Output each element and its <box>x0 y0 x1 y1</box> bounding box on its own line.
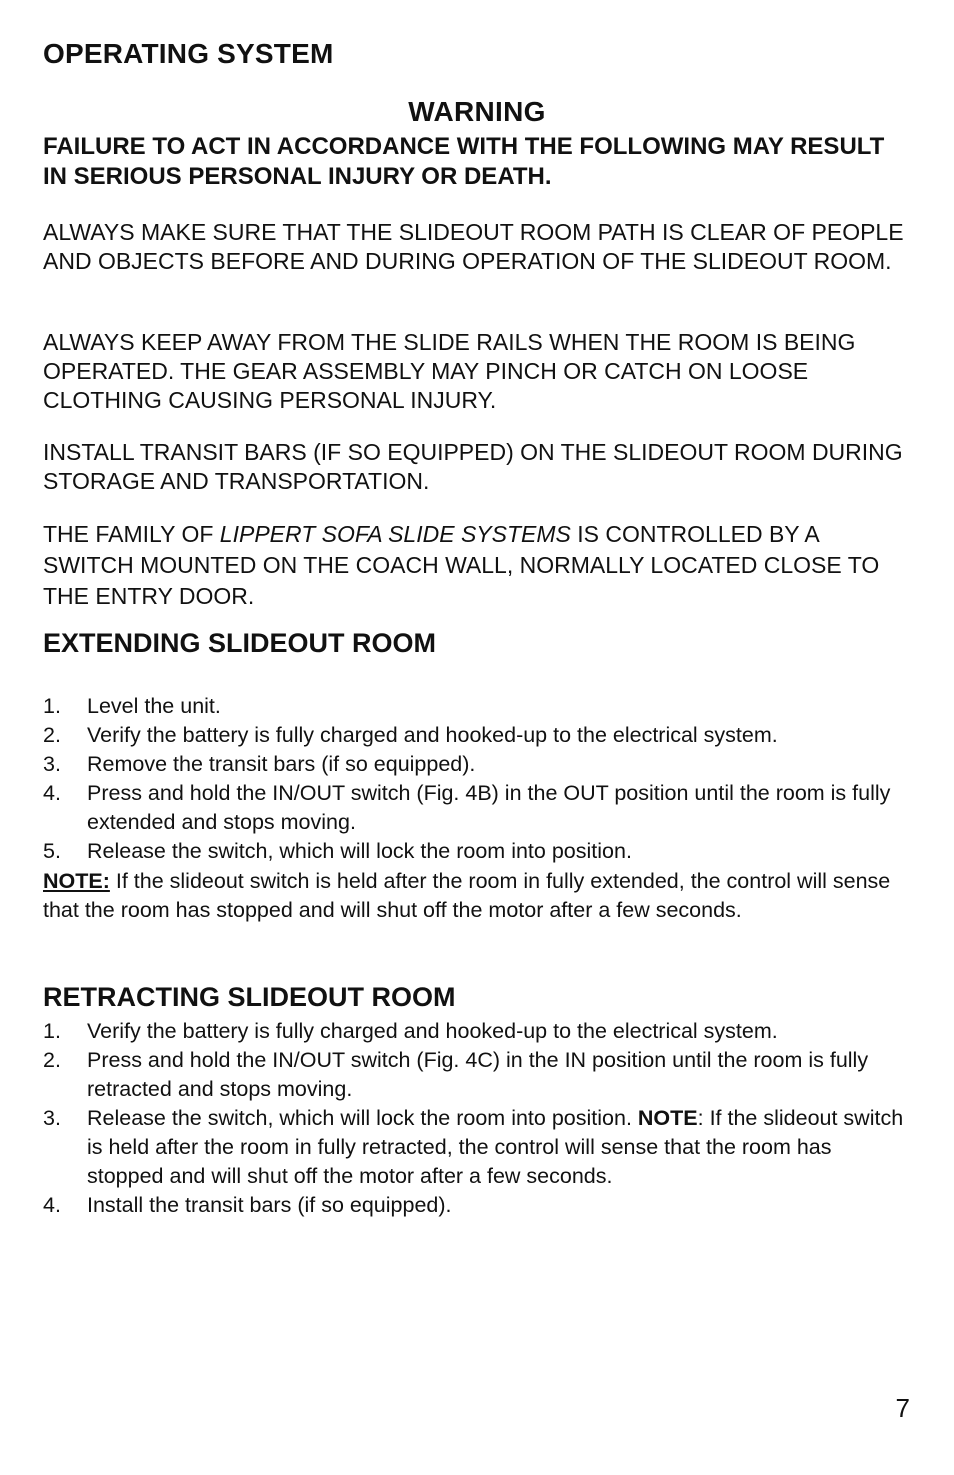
step-number: 5. <box>43 839 61 863</box>
step-text: Release the switch, which will lock the room into position. <box>87 1106 638 1130</box>
step-text: Install the transit bars (if so equipped). <box>87 1193 452 1217</box>
inline-note-text: : If the slideout switch is held after the room in fully retracted, the control will sense that the room has stopped and will shut off the motor after a few seconds. <box>87 1106 904 1188</box>
warning-lead: FAILURE TO ACT IN ACCORDANCE WITH THE FOLLOWING MAY RESULT IN SERIOUS PERSONAL INJURY OR DEATH. <box>43 133 885 190</box>
list-item <box>43 1104 913 1191</box>
extending-steps <box>43 692 913 866</box>
extending-heading: EXTENDING SLIDEOUT ROOM <box>43 628 437 658</box>
step-text: Verify the battery is fully charged and hooked-up to the electrical system. <box>87 723 778 747</box>
warning-paragraph-3: INSTALL TRANSIT BARS (IF SO EQUIPPED) ON THE SLIDEOUT ROOM DURING STORAGE AND TRANSPORTATION. <box>43 439 903 494</box>
list-item <box>43 1017 913 1046</box>
step-number: 2. <box>43 1048 61 1072</box>
retracting-steps <box>43 1017 913 1220</box>
step-text: Press and hold the IN/OUT switch (Fig. 4B) in the OUT position until the room is fully extended and stops moving. <box>87 781 891 834</box>
step-number: 3. <box>43 1106 61 1130</box>
family-text-after: IS CONTROLLED BY A SWITCH MOUNTED ON THE COACH WALL, NORMALLY LOCATED CLOSE TO THE ENTRY DOOR. <box>43 521 880 609</box>
extending-note <box>43 867 913 925</box>
list-item <box>43 1046 913 1104</box>
step-number: 1. <box>43 694 61 718</box>
inline-note-label: NOTE <box>637 1106 698 1130</box>
list-item <box>43 721 913 750</box>
step-number: 3. <box>43 752 61 776</box>
step-text: Level the unit. <box>87 694 221 718</box>
step-number: 2. <box>43 723 61 747</box>
warning-paragraph-1: ALWAYS MAKE SURE THAT THE SLIDEOUT ROOM PATH IS CLEAR OF PEOPLE AND OBJECTS BEFORE AND DURING OPERATION OF THE SLIDEOUT ROOM. <box>43 219 904 274</box>
step-text: Verify the battery is fully charged and hooked-up to the electrical system. <box>87 1019 778 1043</box>
step-number: 1. <box>43 1019 61 1043</box>
list-item <box>43 750 913 779</box>
warning-heading: WARNING <box>408 96 546 127</box>
note-label: NOTE: <box>43 869 110 893</box>
product-name: LIPPERT SOFA SLIDE SYSTEMS <box>219 521 571 547</box>
list-item <box>43 837 913 866</box>
page-number: 7 <box>895 1393 910 1423</box>
system-family-paragraph <box>43 519 913 612</box>
step-number: 4. <box>43 1193 61 1217</box>
list-item <box>43 779 913 837</box>
list-item <box>43 1191 913 1220</box>
warning-paragraph-2: ALWAYS KEEP AWAY FROM THE SLIDE RAILS WHEN THE ROOM IS BEING OPERATED. THE GEAR ASSEMBLY MAY PINCH OR CATCH ON LOOSE CLOTHING CAUSING PERSONAL INJURY. <box>43 329 856 413</box>
retracting-heading: RETRACTING SLIDEOUT ROOM <box>43 982 456 1012</box>
note-text: If the slideout switch is held after the room in fully extended, the control will sense that the room has stopped and will shut off the motor after a few seconds. <box>43 869 891 922</box>
step-text: Press and hold the IN/OUT switch (Fig. 4C) in the IN position until the room is fully retracted and stops moving. <box>87 1048 869 1101</box>
family-text-before: THE FAMILY OF <box>43 521 220 547</box>
list-item <box>43 692 913 721</box>
page-title: OPERATING SYSTEM <box>43 38 334 69</box>
step-text: Remove the transit bars (if so equipped). <box>87 752 476 776</box>
step-text: Release the switch, which will lock the room into position. <box>87 839 632 863</box>
step-number: 4. <box>43 781 61 805</box>
